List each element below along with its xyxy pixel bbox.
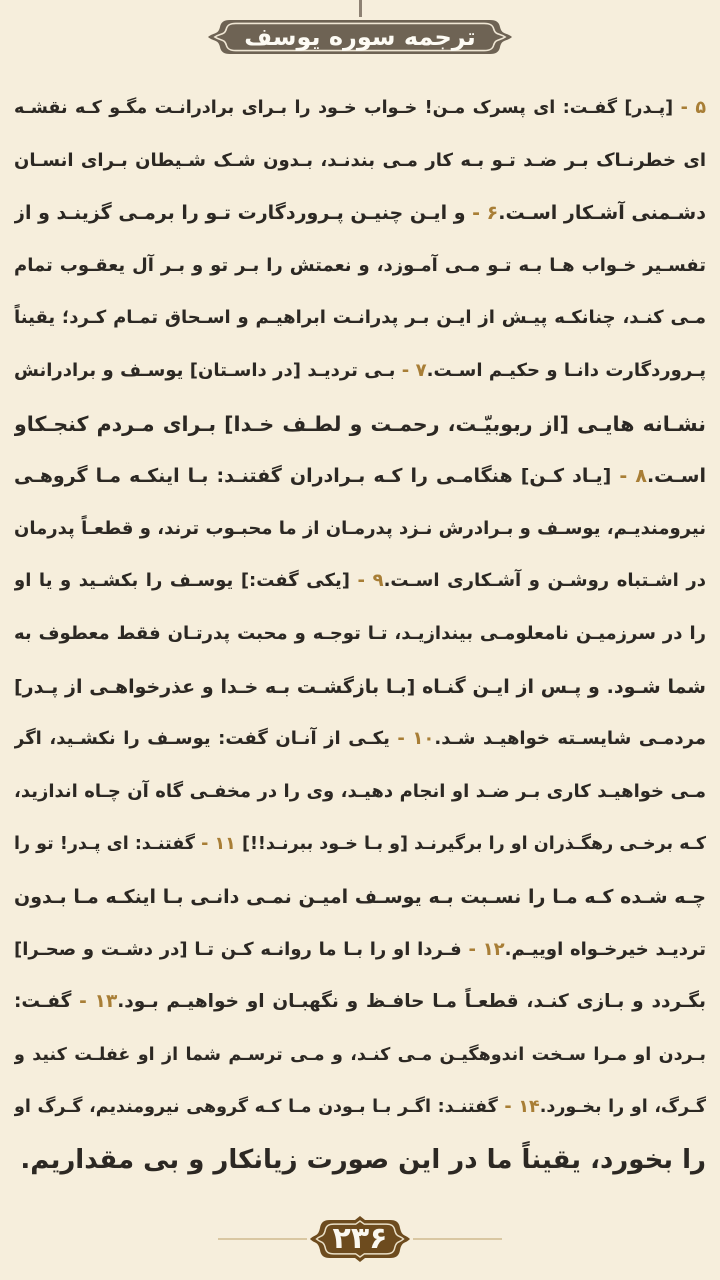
text-segment: اسـت. (646, 465, 706, 488)
text-segment: یکـی از آنـان گفت: یوسـف را نکشـید، اگر (14, 728, 390, 750)
text-segment: گـرگ، او را بخـورد. (539, 1097, 706, 1118)
text-line (14, 555, 706, 608)
text-segment: تردیـد خیرخـواه اوییـم. (504, 938, 706, 960)
text-segment: تفسـیر خـواب هـا بـه تـو مـی آمـوزد، و نعمتش را بـر تو و بـر آل یعقـوب تمام (14, 254, 706, 276)
text-line (14, 924, 706, 977)
text-line (14, 82, 706, 135)
text-segment: کـه برخـی رهگـذران او را برگیرنـد [و بـا خـود ببرنـد!!] (235, 834, 706, 855)
translation-text (14, 82, 706, 1186)
text-segment: مردمـی شایسـته خواهیـد شـد. (434, 728, 706, 750)
text-segment: بـی تردیـد [در داسـتان] یوسـف و برادرانش (14, 359, 396, 381)
text-segment: و ایـن چنیـن پـروردگارت تـو را برمـی گزینـد و از (14, 202, 466, 225)
text-segment: بگـردد و بـازی کنـد، قطعـاً مـا حافـظ و نگهبـان او خواهیـم بـود. (117, 991, 706, 1013)
text-segment: ای خطرنـاک بـر ضـد تـو بـه کار مـی بندنـد، بـدون شـک شـیطان بـرای انسـان (14, 149, 706, 171)
text-segment: مـی خواهیـد کاری بـر ضـد او انجام دهیـد، وی را در مخفـی گاه آن چـاه اندازید، (14, 780, 706, 802)
text-segment: مـی کنـد، چنانکـه پیـش از ایـن بـر پدرانـت ابراهیـم و اسـحاق تمـام کـرد؛ یقیناً (14, 307, 706, 329)
verse-number: ۱۳ - (71, 991, 118, 1013)
top-divider-tick (359, 0, 362, 17)
text-segment: را بخورد، یقیناً ما در این صورت زیانکار و بی مقداریم. (20, 1144, 706, 1175)
text-line (14, 398, 706, 451)
text-segment: را در سرزمیـن نامعلومـی بیندازیـد، تـا توجـه و محبت پدرتـان فقط معطوف به (14, 622, 706, 644)
text-line (14, 503, 706, 556)
text-line (14, 871, 706, 924)
footer-divider-left (413, 1238, 502, 1240)
text-line (14, 766, 706, 819)
verse-number: ۱۲ - (461, 938, 505, 960)
text-line (14, 450, 706, 503)
text-segment: گفـت: (14, 991, 72, 1013)
text-segment: بـردن او مـرا سـخت اندوهگیـن مـی کنـد، و مـی ترسـم شما از او غفلـت کنید و (14, 1044, 706, 1065)
verse-number: ۶ - (465, 202, 499, 225)
verse-number: ۷ - (395, 359, 427, 381)
text-segment: گفتنـد: اگـر بـا بـودن مـا کـه گروهی نیرومندیم، گـرگ او (14, 1097, 498, 1118)
verse-number: ۹ - (349, 570, 384, 592)
text-segment: در اشـتباه روشـن و آشـکاری اسـت. (383, 570, 706, 592)
verse-number: ۱۰ - (389, 728, 435, 750)
text-segment: گفتنـد: ای پـدر! تو را (14, 834, 195, 855)
text-line (14, 187, 706, 240)
verse-number: ۵ - (673, 98, 706, 118)
text-segment: نیرومندیـم، یوسـف و بـرادرش نـزد پدرمـان از ما محبـوب ترند، و قطعـاً پدرمان (14, 517, 706, 539)
text-line (14, 713, 706, 766)
text-line (14, 1081, 706, 1134)
page-number-badge (307, 1213, 413, 1265)
verse-number: ۱۴ - (497, 1097, 540, 1118)
text-line (14, 135, 706, 188)
text-line (14, 976, 706, 1029)
text-segment: [پـدر] گفـت: ای پسرک مـن! خـواب خـود را بـرای برادرانـت مگـو کـه نقشـه (14, 98, 674, 118)
footer-divider-right (218, 1238, 307, 1240)
page-title: ترجمه سوره یوسف (244, 23, 476, 51)
text-segment: [یکی گفت:] یوسـف را بکشـید و یا او (14, 570, 350, 592)
verse-number: ۸ - (611, 465, 647, 488)
text-line (14, 345, 706, 398)
text-segment: شما شـود. و پـس از ایـن گنـاه [بـا بازگشـت بـه خـدا و عذرخواهـی از پـدر] (14, 675, 706, 698)
text-line (14, 240, 706, 293)
text-segment: نشـانه هایـی [از ربوبیّـت، رحمـت و لطـف خـدا] بـرای مـردم کنجـکاو (14, 411, 706, 436)
text-line (14, 1134, 706, 1187)
text-line (14, 661, 706, 714)
text-line (14, 292, 706, 345)
surah-title-badge (205, 16, 515, 58)
text-segment: دشـمنی آشـکار اسـت. (498, 202, 706, 225)
text-segment: چـه شـده کـه مـا را نسـبت بـه یوسـف امیـن نمـی دانـی بـا اینکـه مـا بـدون (14, 885, 706, 908)
page-footer (0, 1213, 720, 1265)
text-line (14, 818, 706, 871)
verse-number: ۱۱ - (194, 834, 236, 855)
page-number: ۲۳۶ (332, 1221, 388, 1256)
text-segment: [یـاد کـن] هنگامـی را کـه بـرادران گفتنـد: بـا اینکـه مـا گروهـی (14, 465, 612, 488)
text-segment: پـروردگارت دانـا و حکیـم اسـت. (426, 359, 706, 381)
text-segment: فـردا او را بـا ما روانـه کـن تـا [در دشـت و صحـرا] (14, 938, 462, 960)
text-line (14, 608, 706, 661)
text-line (14, 1029, 706, 1082)
